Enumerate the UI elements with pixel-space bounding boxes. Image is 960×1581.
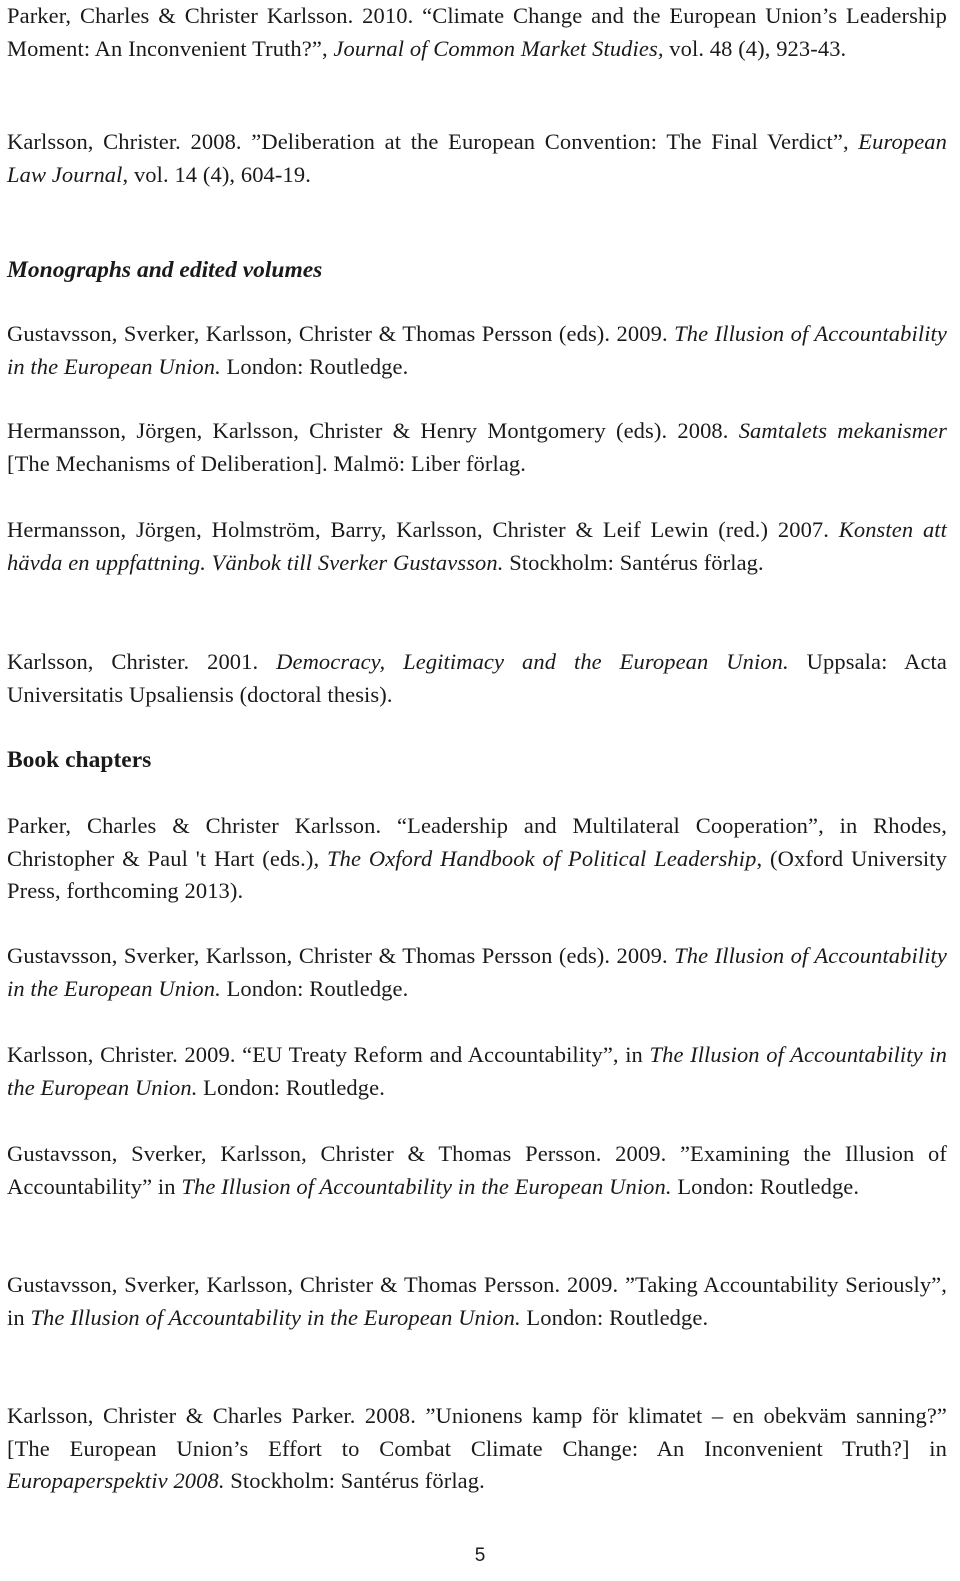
reference-entry: Karlsson, Christer. 2008. ”Deliberation at the European Convention: The Final Verdict”, European Law Journal, vol. 14 (4), 604-19. xyxy=(7,129,947,187)
reference-entry: Hermansson, Jörgen, Karlsson, Christer & Henry Montgomery (eds). 2008. Samtalets mekanismer [The Mechanisms of Deliberation]. Malmö: Liber förlag. xyxy=(7,418,947,476)
reference-entry: Karlsson, Christer & Charles Parker. 2008. ”Unionens kamp för klimatet – en obekväm sanning?” [The European Union’s Effort to Combat Climate Change: An Inconvenient Truth?] in Europaperspektiv 2008. Stockholm: Santérus förlag. xyxy=(7,1403,947,1493)
reference-entry: Parker, Charles & Christer Karlsson. 2010. “Climate Change and the European Union’s Leadership Moment: An Inconvenient Truth?”, Journal of Common Market Studies, vol. 48 (4), 923-43. xyxy=(7,3,947,61)
page-number: 5 xyxy=(474,1545,486,1566)
reference-entry: Gustavsson, Sverker, Karlsson, Christer & Thomas Persson. 2009. ”Taking Accountability Seriously”, in The Illusion of Accountability in the European Union. London: Routledge. xyxy=(7,1272,947,1330)
reference-entry: Hermansson, Jörgen, Holmström, Barry, Karlsson, Christer & Leif Lewin (red.) 2007. Konsten att hävda en uppfattning. Vänbok till Sverker Gustavsson. Stockholm: Santérus förlag. xyxy=(7,517,947,575)
reference-entry: Gustavsson, Sverker, Karlsson, Christer & Thomas Persson (eds). 2009. The Illusion of Accountability in the European Union. London: Routledge. xyxy=(7,943,947,1001)
reference-entry: Gustavsson, Sverker, Karlsson, Christer & Thomas Persson. 2009. ”Examining the Illusion of Accountability” in The Illusion of Accountability in the European Union. London: Routledge. xyxy=(7,1141,947,1199)
reference-entry: Parker, Charles & Christer Karlsson. “Leadership and Multilateral Cooperation”, in Rhodes, Christopher & Paul 't Hart (eds.), The Oxford Handbook of Political Leadership, (Oxford University Press, forthcoming 2013). xyxy=(7,813,947,903)
reference-entry: Karlsson, Christer. 2001. Democracy, Legitimacy and the European Union. Uppsala: Acta Universitatis Upsaliensis (doctoral thesis). xyxy=(7,649,947,707)
reference-entry: Gustavsson, Sverker, Karlsson, Christer & Thomas Persson (eds). 2009. The Illusion of Accountability in the European Union. London: Routledge. xyxy=(7,321,947,379)
section-heading-monographs: Monographs and edited volumes xyxy=(7,257,323,283)
reference-entry: Karlsson, Christer. 2009. “EU Treaty Reform and Accountability”, in The Illusion of Accountability in the European Union. London: Routledge. xyxy=(7,1042,947,1100)
section-heading-book-chapters: Book chapters xyxy=(7,747,152,773)
